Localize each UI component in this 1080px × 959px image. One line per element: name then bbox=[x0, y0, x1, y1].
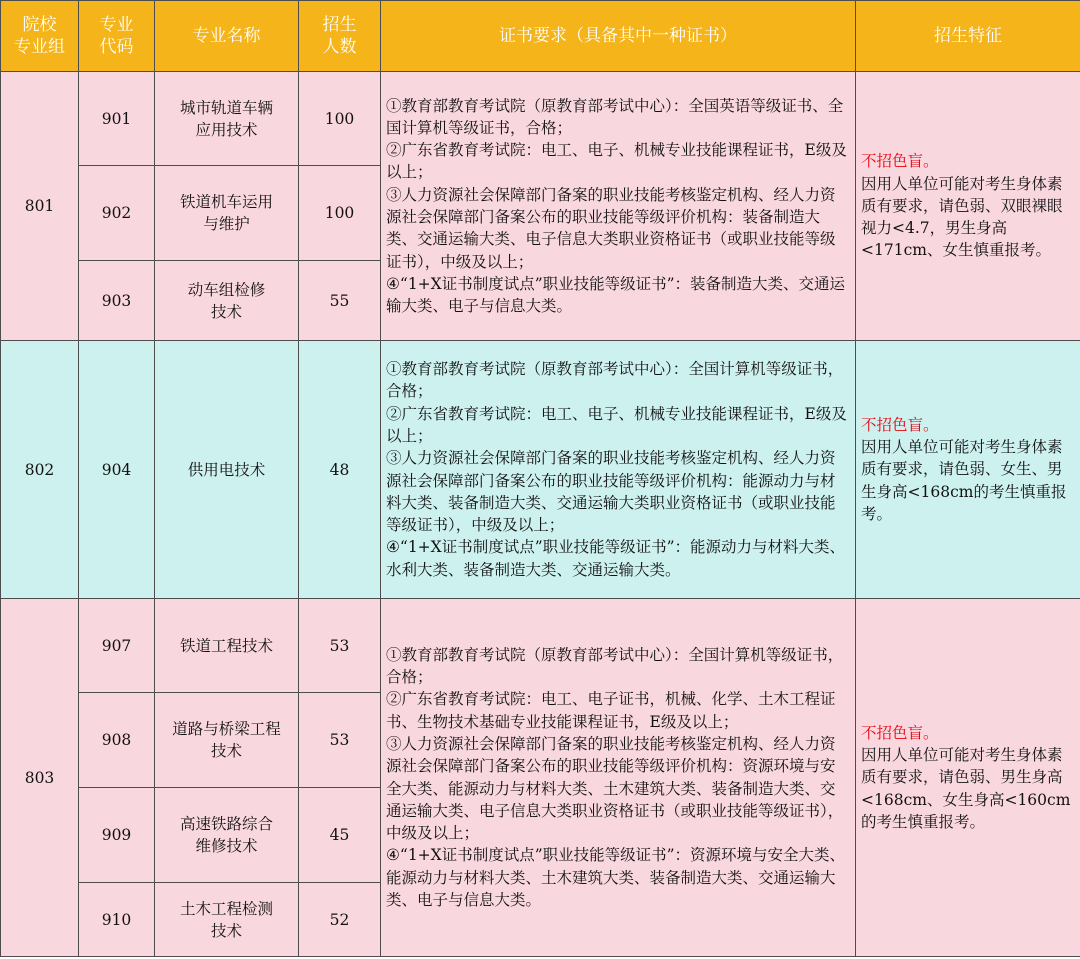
group-code-cell: 803 bbox=[1, 599, 79, 957]
major-name-cell: 土木工程检测 技术 bbox=[155, 883, 299, 957]
cert-requirement-cell: ①教育部教育考试院（原教育部考试中心）：全国计算机等级证书，合格； ②广东省教育考试院：电工、电子证书，机械、化学、土木工程证书、生物技术基础专业技能课程证书，E级及以上； ③人力资源社会保障部门备案的职业技能考核鉴定机构、经人力资源社会保障部门备案公布的职业技能等级评价机构：资源环境与安全大类、能源动力与材料大类、土木建筑大类、装备制造大类、交通运输大类、电子信息大类职业资格证书（或职业技能等级证书），中级及以上； ④“1+X证书制度试点”职业技能等级证书”：资源环境与安全大类、能源动力与材料大类、土木建筑大类、装备制造大类、交通运输大类、电子与信息大类。 bbox=[381, 599, 856, 957]
major-code-cell: 909 bbox=[79, 788, 155, 883]
major-code-cell: 903 bbox=[79, 261, 155, 341]
major-code-cell: 908 bbox=[79, 693, 155, 788]
major-name-cell: 道路与桥梁工程 技术 bbox=[155, 693, 299, 788]
table-row bbox=[1, 341, 1080, 599]
enroll-count-cell: 100 bbox=[299, 72, 381, 166]
feature-cell bbox=[856, 599, 1080, 957]
group-code-cell: 802 bbox=[1, 341, 79, 599]
feature-cell bbox=[856, 341, 1080, 599]
header-name: 专业名称 bbox=[155, 1, 299, 72]
feature-text: 因用人单位可能对考生身体素质有要求，请色弱、双眼裸眼视力<4.7，男生身高<171cm、女生慎重报考。 bbox=[861, 174, 1063, 260]
cert-requirement-cell: ①教育部教育考试院（原教育部考试中心）：全国计算机等级证书，合格； ②广东省教育考试院：电工、电子、机械专业技能课程证书，E级及以上； ③人力资源社会保障部门备案的职业技能考核鉴定机构、经人力资源社会保障部门备案公布的职业技能等级评价机构：能源动力与材料大类、装备制造大类、交通运输大类职业资格证书（或职业技能等级证书），中级及以上； ④“1+X证书制度试点”职业技能等级证书”：能源动力与材料大类、水利大类、装备制造大类、交通运输大类。 bbox=[381, 341, 856, 599]
enroll-count-cell: 55 bbox=[299, 261, 381, 341]
major-code-cell: 901 bbox=[79, 72, 155, 166]
enroll-count-cell: 53 bbox=[299, 599, 381, 693]
header-cert: 证书要求（具备其中一种证书） bbox=[381, 1, 856, 72]
enroll-count-cell: 48 bbox=[299, 341, 381, 599]
feature-text: 因用人单位可能对考生身体素质有要求，请色弱、女生、男生身高<168cm的考生慎重报考。 bbox=[861, 438, 1067, 523]
table-row bbox=[1, 72, 1080, 166]
major-code-cell: 904 bbox=[79, 341, 155, 599]
major-name-cell: 城市轨道车辆 应用技术 bbox=[155, 72, 299, 166]
no-color-blind-note: 不招色盲。 bbox=[861, 723, 939, 742]
header-code: 专业 代码 bbox=[79, 1, 155, 72]
major-name-cell: 供用电技术 bbox=[155, 341, 299, 599]
feature-cell bbox=[856, 72, 1080, 341]
enroll-count-cell: 52 bbox=[299, 883, 381, 957]
header-count: 招生 人数 bbox=[299, 1, 381, 72]
no-color-blind-note: 不招色盲。 bbox=[861, 415, 939, 434]
major-code-cell: 907 bbox=[79, 599, 155, 693]
group-code-cell: 801 bbox=[1, 72, 79, 341]
enroll-count-cell: 45 bbox=[299, 788, 381, 883]
header-feature: 招生特征 bbox=[856, 1, 1080, 72]
feature-text: 因用人单位可能对考生身体素质有要求，请色弱、男生身高<168cm、女生身高<160cm的考生慎重报考。 bbox=[861, 746, 1071, 831]
table-row bbox=[1, 599, 1080, 693]
major-name-cell: 动车组检修 技术 bbox=[155, 261, 299, 341]
enroll-count-cell: 100 bbox=[299, 166, 381, 261]
header-group: 院校 专业组 bbox=[1, 1, 79, 72]
major-name-cell: 铁道机车运用 与维护 bbox=[155, 166, 299, 261]
major-code-cell: 902 bbox=[79, 166, 155, 261]
enroll-count-cell: 53 bbox=[299, 693, 381, 788]
no-color-blind-note: 不招色盲。 bbox=[861, 152, 939, 171]
major-name-cell: 铁道工程技术 bbox=[155, 599, 299, 693]
major-code-cell: 910 bbox=[79, 883, 155, 957]
major-name-cell: 高速铁路综合 维修技术 bbox=[155, 788, 299, 883]
cert-requirement-cell: ①教育部教育考试院（原教育部考试中心）：全国英语等级证书、全国计算机等级证书，合格； ②广东省教育考试院：电工、电子、机械专业技能课程证书，E级及以上； ③人力资源社会保障部门备案的职业技能考核鉴定机构、经人力资源社会保障部门备案公布的职业技能等级评价机构：装备制造大类、交通运输大类、电子信息大类职业资格证书（或职业技能等级证书），中级及以上； ④“1+X证书制度试点”职业技能等级证书”：装备制造大类、交通运输大类、电子与信息大类。 bbox=[381, 72, 856, 341]
header-row bbox=[1, 1, 1080, 72]
